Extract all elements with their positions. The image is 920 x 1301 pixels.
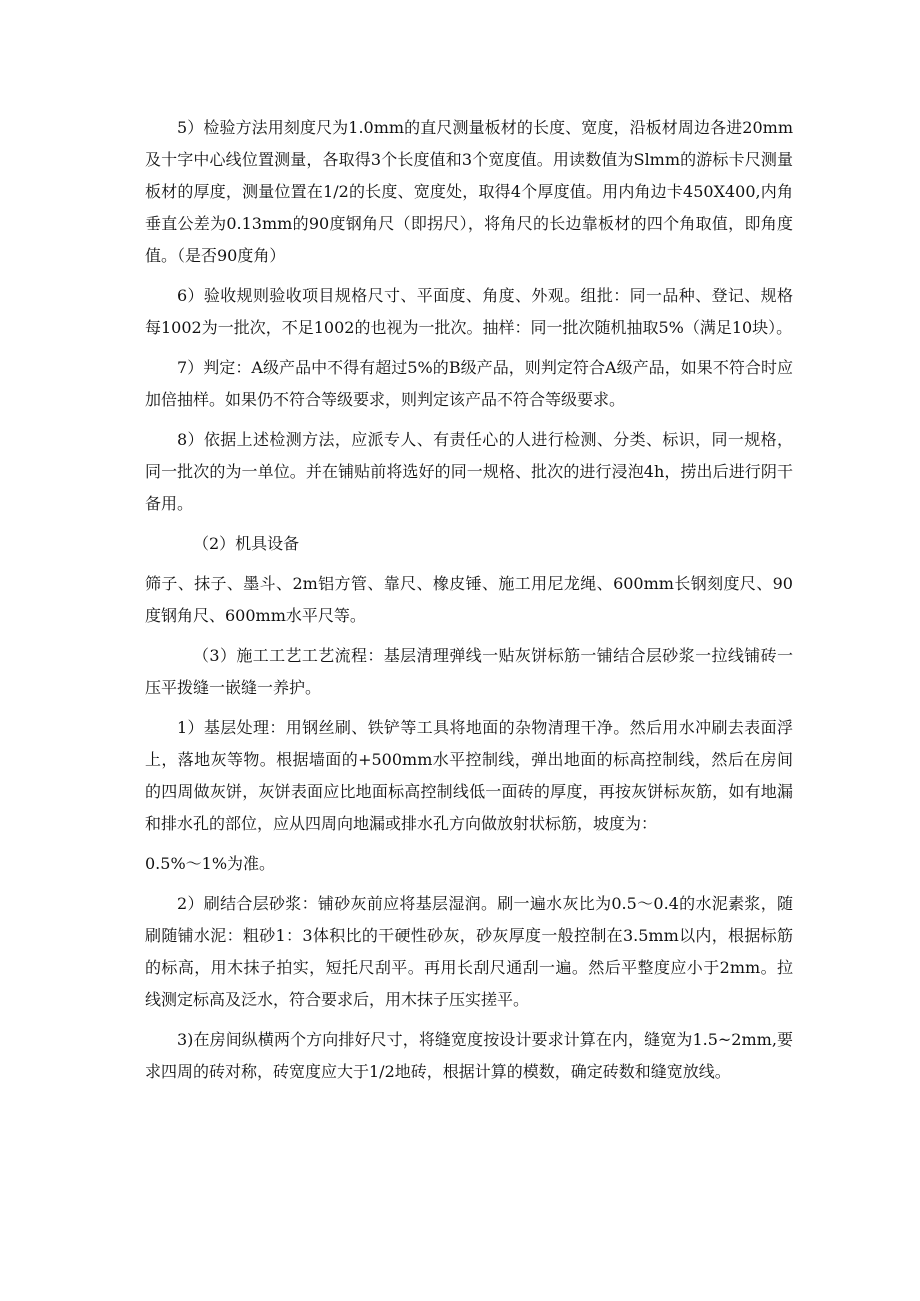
section-heading-process: （3）施工工艺工艺流程：基层清理弹线一贴灰饼标筋一铺结合层砂浆一拉线铺砖一压平拨缝一嵌缝一养护。 — [145, 646, 793, 697]
section-heading-equipment: （2）机具设备 — [193, 534, 300, 553]
paragraph-step-mortar: 2）刷结合层砂浆：铺砂灰前应将基层湿润。刷一遍水灰比为0.5～0.4的水泥素浆，随刷随铺水泥：粗砂1：3体积比的干硬性砂灰，砂灰厚度一般控制在3.5mm以内，根据标筋的标高，用木抹子拍实，短托尺刮平。再用长刮尺通刮一遍。然后平整度应小于2mm。拉线测定标高及泛水，符合要求后，用木抹子压实搓平。 — [145, 894, 793, 1009]
paragraph-slope-value: 0.5%～1%为准。 — [145, 854, 276, 873]
paragraph-sorting: 8）依据上述检测方法，应派专人、有责任心的人进行检测、分类、标识，同一规格，同一批次的为一单位。并在铺贴前将选好的同一规格、批次的进行浸泡4h，捞出后进行阴干备用。 — [145, 430, 793, 513]
paragraph-judgement: 7）判定：A级产品中不得有超过5%的B级产品，则判定符合A级产品，如果不符合时应加倍抽样。如果仍不符合等级要求，则判定该产品不符合等级要求。 — [145, 358, 793, 409]
paragraph-acceptance-rules: 6）验收规则验收项目规格尺寸、平面度、角度、外观。组批：同一品种、登记、规格每1002为一批次，不足1002的也视为一批次。抽样：同一批次随机抽取5%（满足10块）。 — [145, 286, 793, 337]
paragraph-inspection-method: 5）检验方法用刻度尺为1.0mm的直尺测量板材的长度、宽度，沿板材周边各进20mm及十字中心线位置测量，各取得3个长度值和3个宽度值。用读数值为Slmm的游标卡尺测量板材的厚度，测量位置在1/2的长度、宽度处，取得4个厚度值。用内角边卡450X400,内角垂直公差为0.13mm的90度钢角尺（即拐尺），将角尺的长边靠板材的四个角取值，即角度值。（是否90度角） — [145, 118, 793, 265]
paragraph-step-base-treatment: 1）基层处理：用钢丝刷、铁铲等工具将地面的杂物清理干净。然后用水冲刷去表面浮上，落地灰等物。根据墙面的+500mm水平控制线，弹出地面的标高控制线，然后在房间的四周做灰饼，灰饼表面应比地面标高控制线低一面砖的厚度，再按灰饼标灰筋，如有地漏和排水孔的部位，应从四周向地漏或排水孔方向做放射状标筋，坡度为： — [145, 718, 793, 833]
paragraph-equipment-list: 筛子、抹子、墨斗、2m铝方管、靠尺、橡皮锤、施工用尼龙绳、600mm长钢刻度尺、90度钢角尺、600mm水平尺等。 — [145, 574, 793, 625]
document-page — [145, 112, 793, 1088]
paragraph-step-layout: 3)在房间纵横两个方向排好尺寸，将缝宽度按设计要求计算在内，缝宽为1.5~2mm,要求四周的砖对称，砖宽度应大于1/2地砖，根据计算的模数，确定砖数和缝宽放线。 — [145, 1030, 793, 1081]
